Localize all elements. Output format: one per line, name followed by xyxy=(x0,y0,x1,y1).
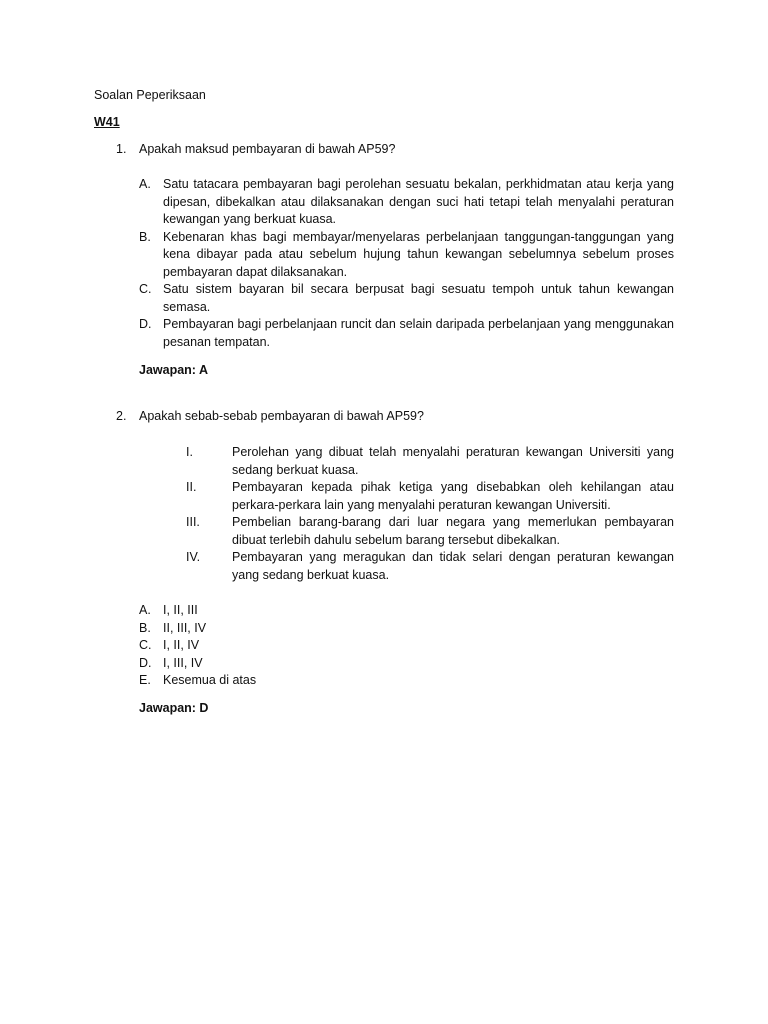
option-b xyxy=(0,229,768,282)
option-label: C. xyxy=(139,638,152,652)
statement-label: IV. xyxy=(186,550,201,564)
option-c xyxy=(0,281,768,316)
statement-text: Pembayaran yang meragukan dan tidak selari dengan peraturan kewangan yang sedang berkuat kuasa. xyxy=(232,550,674,582)
statement-iii xyxy=(0,514,768,549)
option-text: Kebenaran khas bagi membayar/menyelaras perbelanjaan tanggungan-tanggungan yang kena dibayar pada atau sebelum hujung tahun kewangan sebelumnya sebelum proses pembayaran dapat dilaksanakan. xyxy=(163,229,674,279)
option-label: B. xyxy=(139,620,151,635)
statement-label: III. xyxy=(186,515,200,529)
section-code: W41 xyxy=(94,115,120,129)
option-a xyxy=(0,602,768,620)
statement-text: Pembayaran kepada pihak ketiga yang disebabkan oleh kehilangan atau perkara-perkara lain yang menyalahi peraturan kewangan Universiti. xyxy=(232,480,674,512)
option-c xyxy=(0,637,768,655)
question-2-options xyxy=(0,602,768,690)
statement-text: Perolehan yang dibuat telah menyalahi peraturan kewangan Universiti yang sedang berkuat kuasa. xyxy=(232,445,674,477)
statement-label: II. xyxy=(186,480,197,494)
option-label: C. xyxy=(139,282,152,296)
option-b xyxy=(0,620,768,638)
option-a xyxy=(0,176,768,229)
option-label: E. xyxy=(139,673,151,687)
question-text: Apakah maksud pembayaran di bawah AP59? xyxy=(139,142,396,156)
option-text: I, III, IV xyxy=(163,655,203,670)
option-e xyxy=(0,672,768,690)
option-d xyxy=(0,316,768,351)
question-number: 1. xyxy=(116,142,127,156)
statement-iv xyxy=(0,549,768,584)
question-2-statements xyxy=(0,444,768,584)
option-label: D. xyxy=(139,317,152,331)
answer-1: Jawapan: A xyxy=(139,363,209,377)
statement-label: I. xyxy=(186,445,193,459)
option-label: B. xyxy=(139,229,151,244)
statement-i xyxy=(0,444,768,479)
question-1-options xyxy=(0,176,768,351)
option-text: Kesemua di atas xyxy=(163,673,257,687)
option-text: Satu tatacara pembayaran bagi perolehan sesuatu bekalan, perkhidmatan atau kerja yang dipesan, dibekalkan atau dilaksanakan dengan suci hati tetapi telah menyalahi peraturan kewangan yang berkuat kuasa. xyxy=(163,177,674,226)
question-number: 2. xyxy=(116,409,127,423)
option-label: A. xyxy=(139,177,151,191)
question-text: Apakah sebab-sebab pembayaran di bawah AP59? xyxy=(139,409,424,423)
statement-ii xyxy=(0,479,768,514)
option-text: I, II, III xyxy=(163,603,198,617)
option-label: A. xyxy=(139,603,151,617)
option-d xyxy=(0,655,768,673)
document-title: Soalan Peperiksaan xyxy=(94,88,206,102)
option-label: D. xyxy=(139,655,152,670)
option-text: II, III, IV xyxy=(163,620,207,635)
option-text: I, II, IV xyxy=(163,638,200,652)
option-text: Pembayaran bagi perbelanjaan runcit dan selain daripada perbelanjaan yang menggunakan pesanan tempatan. xyxy=(163,317,674,349)
statement-text: Pembelian barang-barang dari luar negara yang memerlukan pembayaran dibuat terlebih dahulu sebelum barang tersebut dibekalkan. xyxy=(232,515,674,547)
answer-2: Jawapan: D xyxy=(139,701,209,715)
option-text: Satu sistem bayaran bil secara berpusat bagi sesuatu tempoh untuk tahun kewangan semasa. xyxy=(163,282,674,314)
